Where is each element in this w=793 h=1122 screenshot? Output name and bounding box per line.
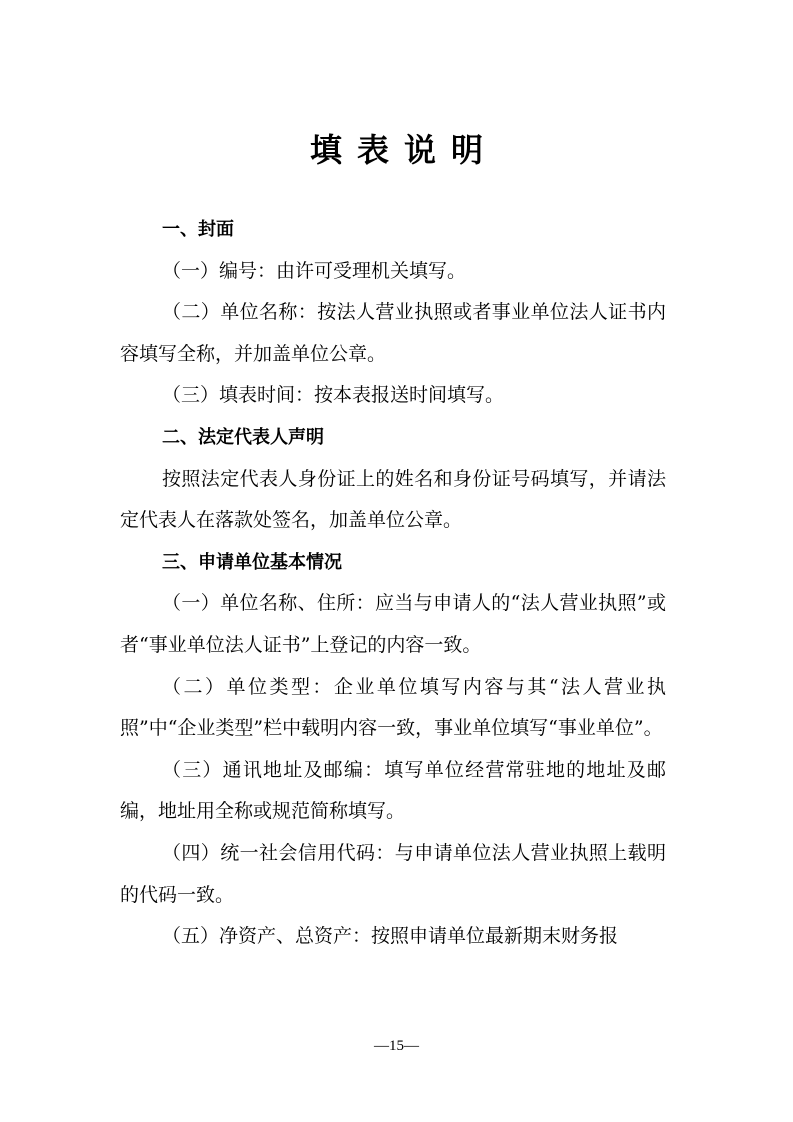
section-cover: [120, 209, 666, 417]
paragraph: （二）单位类型：企业单位填写内容与其“法人营业执照”中“企业类型”栏中载明内容一致，事业单位填写“事业单位”。: [120, 675, 666, 740]
paragraph: 按照法定代表人身份证上的姓名和身份证号码填写，并请法定代表人在落款处签名，加盖单位公章。: [120, 467, 666, 532]
paragraph: （二）单位名称：按法人营业执照或者事业单位法人证书内容填写全称，并加盖单位公章。: [120, 301, 666, 365]
paragraph: （五）净资产、总资产：按照申请单位最新期末财务报: [162, 925, 619, 948]
section-heading: 二、法定代表人声明: [162, 426, 324, 448]
section-heading: 一、封面: [162, 219, 234, 240]
paragraph: （一）单位名称、住所：应当与申请人的“法人营业执照”或者“事业单位法人证书”上登记的内容一致。: [120, 592, 666, 656]
paragraph: （三）通讯地址及邮编：填写单位经营常驻地的地址及邮编，地址用全称或规范简称填写。: [120, 758, 666, 823]
section-heading: 三、申请单位基本情况: [162, 551, 342, 573]
paragraph: （三）填表时间：按本表报送时间填写。: [162, 384, 505, 407]
document-body: [120, 209, 666, 958]
page-number: —15—: [374, 1038, 419, 1054]
section-applicant-info: [120, 542, 666, 958]
section-legal-representative: [120, 417, 666, 542]
paragraph: （四）统一社会信用代码：与申请单位法人营业执照上载明的代码一致。: [120, 841, 666, 906]
document-title: 填表说明: [309, 131, 498, 169]
paragraph: （一）编号：由许可受理机关填写。: [162, 259, 467, 282]
